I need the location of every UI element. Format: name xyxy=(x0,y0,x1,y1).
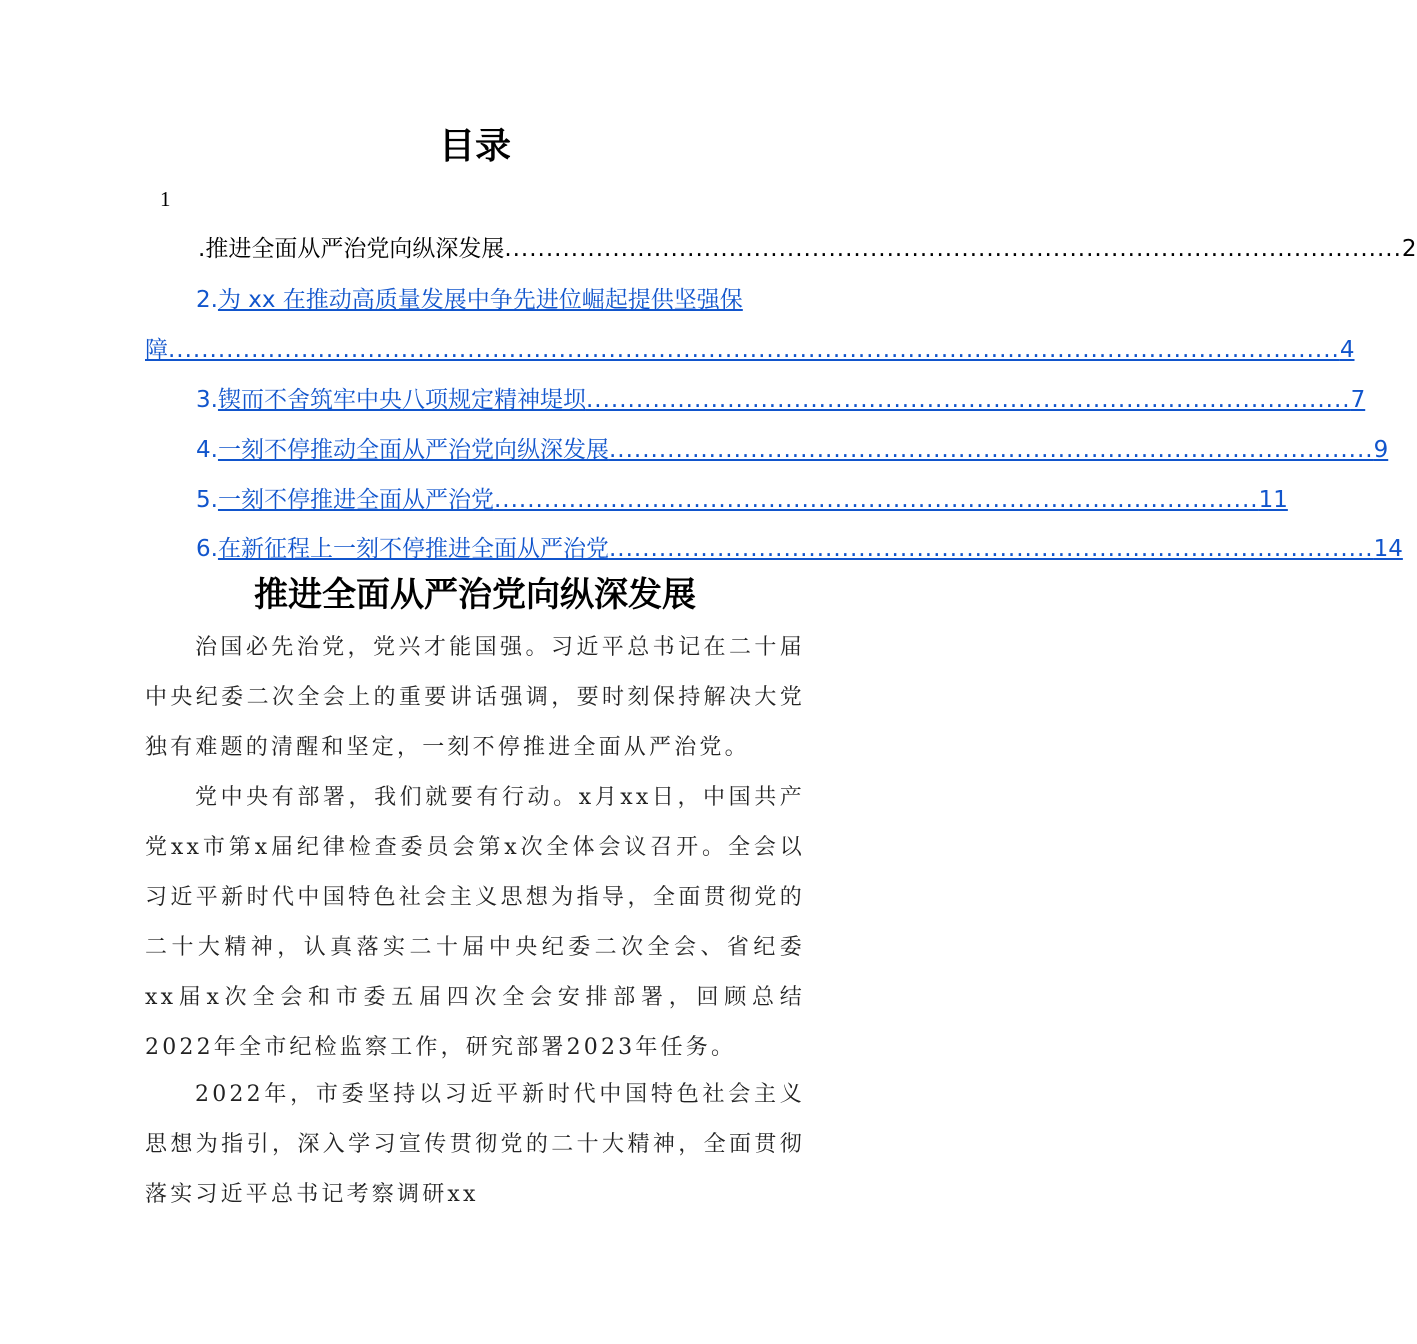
toc-entry-prefix: 3. xyxy=(196,387,218,413)
toc-entry-page: 9 xyxy=(1373,437,1389,463)
toc-entry-1[interactable] xyxy=(198,232,1417,266)
toc-leader-dots: ............................................................................................ xyxy=(585,387,1351,413)
toc-entry-text: 为 xx 在推动高质量发展中争先进位崛起提供坚强保 xyxy=(217,287,743,313)
toc-leader-dots: ............................................................................................................................................. xyxy=(168,337,1340,363)
toc-entry-prefix: 2. xyxy=(196,287,218,313)
toc-entry-prefix: 5. xyxy=(196,487,218,513)
toc-entry-3[interactable] xyxy=(196,383,1366,417)
toc-entry-page: 7 xyxy=(1350,387,1366,413)
toc-entry-text: 推进全面从严治党向纵深发展 xyxy=(205,236,505,262)
toc-entry-text: 锲而不舍筑牢中央八项规定精神堤坝 xyxy=(217,387,586,413)
article-title: 推进全面从严治党向纵深发展 xyxy=(254,575,696,615)
toc-entry-6[interactable] xyxy=(196,532,1403,566)
toc-entry-2[interactable] xyxy=(196,283,805,317)
toc-entry-text-continued: 障 xyxy=(145,337,168,363)
toc-entry-prefix: . xyxy=(198,236,206,262)
toc-entry-prefix: 6. xyxy=(196,536,218,562)
toc-entry-text: 在新征程上一刻不停推进全面从严治党 xyxy=(217,536,609,562)
article-paragraph-1: 治国必先治党，党兴才能国强。习近平总书记在二十届中央纪委二次全会上的重要讲话强调，要时刻保持解决大党独有难题的清醒和坚定，一刻不停推进全面从严治党。 xyxy=(145,635,805,760)
toc-leader-dots: ............................................................................................ xyxy=(608,536,1374,562)
article-paragraph-3: 2022年，市委坚持以习近平新时代中国特色社会主义思想为指引，深入学习宣传贯彻党的二十大精神，全面贯彻落实习近平总书记考察调研xx xyxy=(145,1082,805,1207)
toc-leader-dots: ............................................................................................................ xyxy=(504,236,1402,262)
article-paragraph-2: 党中央有部署，我们就要有行动。x月xx日，中国共产党xx市第x届纪律检查委员会第x次全体会议召开。全会以习近平新时代中国特色社会主义思想为指导，全面贯彻党的二十大精神，认真落实二十届中央纪委二次全会、省纪委xx届x次全会和市委五届四次全会安排部署，回顾总结2022年全市纪检监察工作，研究部署2023年任务。 xyxy=(145,785,805,1060)
toc-entry-2-continued[interactable] xyxy=(145,333,1355,367)
toc-entry-page: 2 xyxy=(1401,236,1417,262)
toc-entry-page: 14 xyxy=(1373,536,1403,562)
toc-entry-5[interactable] xyxy=(196,483,1288,517)
toc-entry-page: 4 xyxy=(1339,337,1355,363)
toc-entry-4[interactable] xyxy=(196,433,1389,467)
toc-first-number: 1 xyxy=(160,187,171,211)
toc-leader-dots: ............................................................................................ xyxy=(493,487,1259,513)
toc-entry-text: 一刻不停推进全面从严治党 xyxy=(217,487,494,513)
toc-title: 目录 xyxy=(438,125,511,167)
toc-entry-page: 11 xyxy=(1258,487,1288,513)
toc-entry-text: 一刻不停推动全面从严治党向纵深发展 xyxy=(217,437,609,463)
toc-leader-dots: ............................................................................................ xyxy=(608,437,1374,463)
toc-entry-prefix: 4. xyxy=(196,437,218,463)
